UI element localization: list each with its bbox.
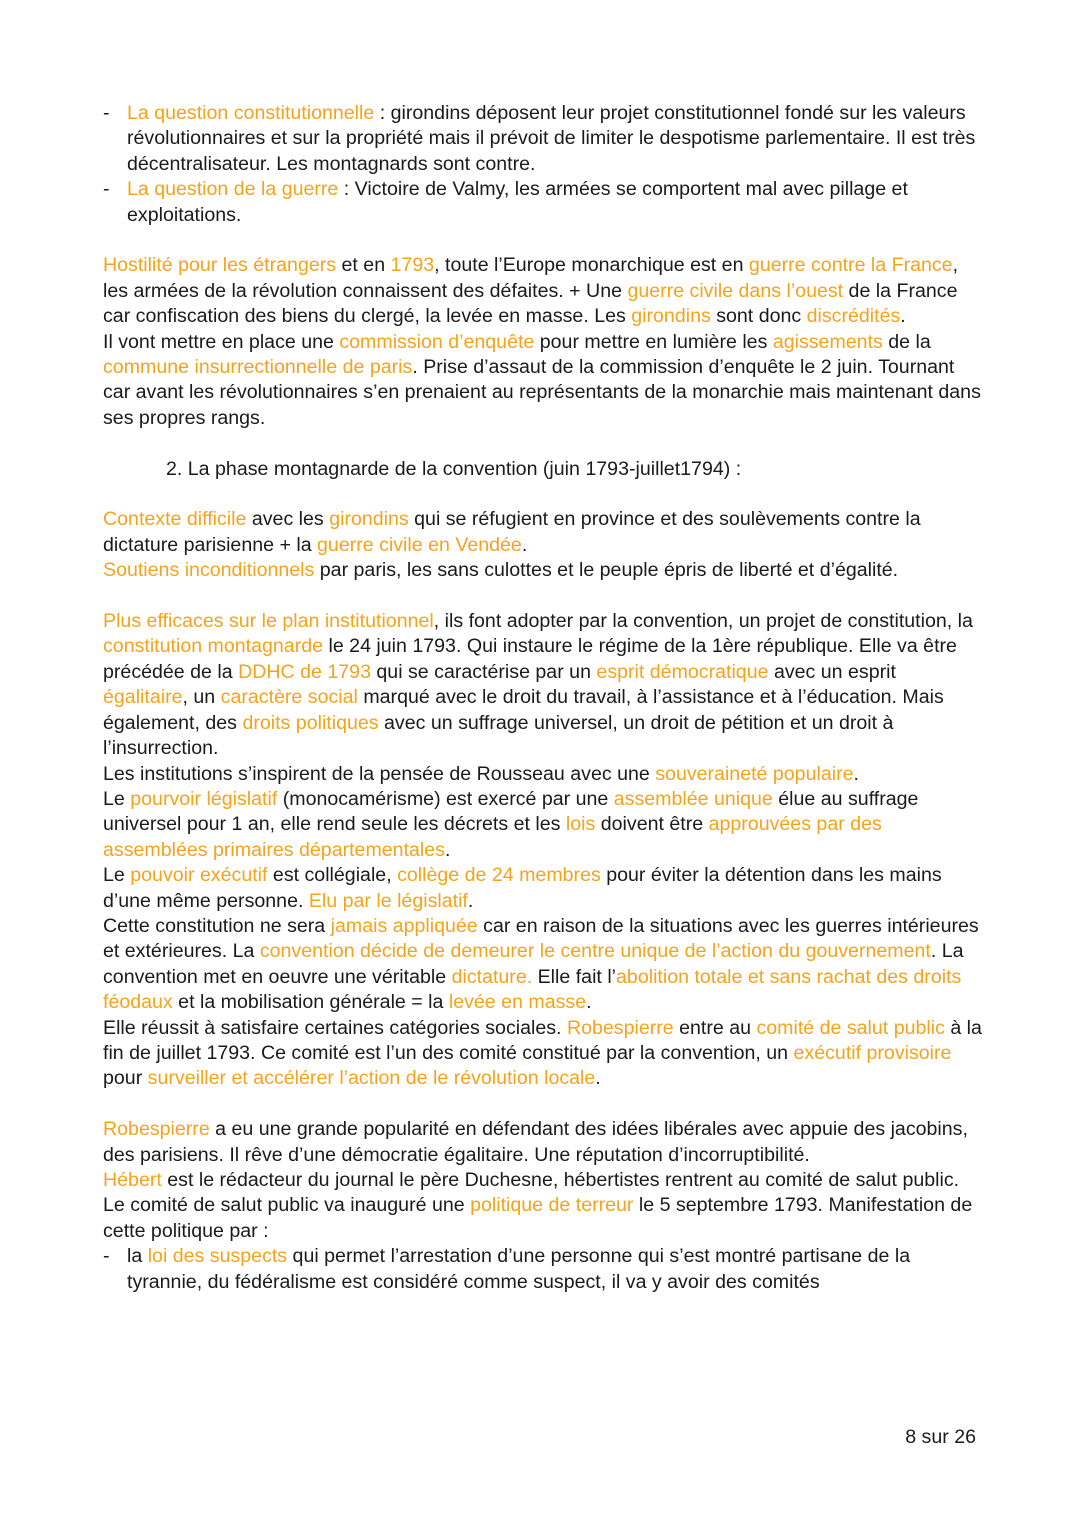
text-run: sont donc — [710, 305, 807, 328]
text-run: . — [853, 762, 859, 785]
paragraph-gap — [103, 1092, 983, 1117]
text-run: car en raison de la situations avec les guerres intérieures et extérieures. La — [103, 914, 979, 963]
highlighted-term: La question constitutionnelle — [127, 102, 375, 124]
highlighted-term: Contexte difficile — [103, 508, 247, 531]
text-run: . — [900, 305, 906, 328]
text-run: entre au — [673, 1016, 757, 1039]
text-run: (monocamérisme) est exercé par une — [277, 787, 614, 810]
bullet-marker: - — [103, 178, 110, 201]
text-run: à la fin de juillet 1793. Ce comité est l’un des comité constitué par la convention, un — [103, 1016, 982, 1064]
text-run: : girondins déposent leur projet constitutionnel fondé sur les valeurs révolutionnaires et sur la propriété mais il prévoit de limiter le despotisme parlementaire. Il est très décentralisateur. Les montagnards sont contre. — [127, 102, 976, 175]
text-run: est le rédacteur du journal le père Duchesne, hébertistes rentrent au comité de salut public. Le comité de salut public va inauguré une — [103, 1168, 960, 1217]
highlighted-term: comité de salut public — [756, 1016, 945, 1039]
text-run: : Victoire de Valmy, les armées se comportent mal avec pillage et exploitations. — [127, 178, 908, 226]
text-run: , les armées de la révolution connaissent des défaites. + Une — [103, 254, 959, 302]
text-run: doivent être — [595, 813, 709, 836]
text-run: Les institutions s’inspirent de la pensée de Rousseau avec une — [103, 762, 656, 785]
paragraph — [103, 558, 983, 583]
text-run: . Prise d’assaut de la commission d’enquête le 2 juin. Tournant car avant les révolutionnaires s’en prenaient au représentants de la monarchie mais maintenant dans ses propres rangs. — [103, 356, 981, 429]
highlighted-term: Soutiens inconditionnels — [103, 559, 315, 582]
paragraph — [103, 253, 983, 329]
text-run: Cette constitution ne sera — [103, 914, 331, 937]
highlighted-term: pouvoir exécutif — [130, 864, 268, 887]
text-run: par paris, les sans culottes et le peuple épris de liberté et d’égalité. — [314, 559, 899, 582]
highlighted-term: Hostilité pour les étrangers — [103, 254, 337, 277]
text-run: , ils font adopter par la convention, un projet de constitution, la — [433, 610, 973, 633]
text-run: Il vont mettre en place une — [103, 330, 340, 353]
text-run: et en — [336, 254, 391, 277]
paragraph-gap — [103, 431, 983, 456]
text-run: . — [586, 991, 592, 1014]
bullet-item — [103, 177, 983, 228]
highlighted-term: surveiller et accélérer l’action de le révolution locale — [147, 1067, 596, 1090]
paragraph — [103, 1117, 983, 1168]
text-run: le 24 juin 1793. Qui instaure le régime de la 1ère république. Elle va être précédée de la — [103, 635, 957, 683]
highlighted-term: loi des suspects — [147, 1245, 288, 1268]
highlighted-term: guerre civile en Vendée — [317, 533, 522, 556]
highlighted-term: agissements — [772, 330, 883, 353]
text-run: marqué avec le droit du travail, à l’assistance et à l’éducation. Mais également, des — [103, 686, 944, 734]
text-run: qui se réfugient en province et des soulèvements contre la dictature parisienne + la — [103, 508, 921, 556]
text-run: de la France car confiscation des biens du clergé, la levée en masse. Les — [103, 279, 958, 328]
highlighted-term: collège de 24 membres — [397, 864, 601, 887]
highlighted-term: droits politiques — [242, 711, 379, 734]
highlighted-term: girondins — [631, 305, 711, 328]
paragraph — [103, 609, 983, 761]
page-number: 8 sur 26 — [905, 1426, 976, 1448]
text-run: , un — [182, 686, 221, 709]
highlighted-term: approuvées par des assemblées primaires départementales — [103, 813, 882, 861]
text-run: élue au suffrage universel pour 1 an, elle rend seule les décrets et les — [103, 787, 919, 836]
text-run: qui permet l’arrestation d’une personne qui s’est montré partisane de la tyrannie, du fédéralisme est considéré comme suspect, il va y avoir des comités — [127, 1245, 911, 1293]
text-run: . La convention met en oeuvre une véritable — [103, 940, 964, 988]
highlighted-term: dictature. — [451, 965, 533, 988]
text-run: pour — [103, 1067, 148, 1090]
text-run: Le — [103, 864, 131, 887]
highlighted-term: constitution montagnarde — [103, 635, 324, 658]
highlighted-term: Plus efficaces sur le plan institutionnel — [103, 610, 434, 633]
highlighted-term: girondins — [329, 508, 409, 531]
paragraph — [103, 762, 983, 787]
highlighted-term: caractère social — [220, 686, 358, 709]
highlighted-term: Robespierre — [566, 1016, 674, 1039]
paragraph-gap — [103, 482, 983, 507]
text-run: de la — [882, 330, 931, 353]
paragraph — [103, 507, 983, 558]
text-run: 2. La phase montagnarde de la convention (juin 1793-juillet1794) : — [166, 457, 742, 480]
text-run: . — [444, 838, 451, 861]
highlighted-term: guerre contre la France — [748, 254, 953, 277]
bullet-marker: - — [103, 102, 110, 124]
highlighted-term: politique de terreur — [470, 1194, 634, 1217]
text-run: Elle fait l’ — [532, 965, 617, 988]
paragraph-gap — [103, 584, 983, 609]
highlighted-term: commune insurrectionnelle de paris — [103, 356, 413, 379]
section-title — [103, 457, 983, 482]
text-run: le 5 septembre 1793. Manifestation de cette politique par : — [103, 1194, 973, 1242]
highlighted-term: assemblée unique — [613, 787, 773, 810]
highlighted-term: lois — [565, 813, 596, 836]
highlighted-term: jamais appliquée — [330, 914, 478, 937]
paragraph — [103, 914, 983, 1016]
bullet-marker: - — [103, 1245, 110, 1268]
paragraph-gap — [103, 228, 983, 253]
text-run: qui se caractérise par un — [370, 660, 597, 683]
text-run: avec un esprit — [768, 660, 896, 683]
highlighted-term: esprit démocratique — [596, 660, 769, 683]
text-run: et la mobilisation générale = la — [172, 991, 449, 1014]
text-run: a eu une grande popularité en défendant des idées libérales avec appuie des jacobins, des parisiens. Il rêve d’une démocratie égalitaire. Une réputation d’incorruptibilité. — [103, 1118, 968, 1166]
text-run: , toute l’Europe monarchique est en — [434, 254, 749, 277]
text-run: avec un suffrage universel, un droit de pétition et un droit à l’insurrection. — [103, 711, 894, 760]
paragraph — [103, 1016, 983, 1092]
highlighted-term: exécutif provisoire — [793, 1041, 952, 1064]
document-body — [103, 101, 983, 1295]
highlighted-term: Elu par le législatif — [308, 889, 468, 912]
paragraph — [103, 1168, 983, 1244]
text-run: avec les — [246, 508, 330, 531]
text-run: . — [467, 889, 474, 912]
text-run: la — [127, 1245, 148, 1268]
text-run: . — [595, 1067, 601, 1090]
highlighted-term: DDHC de 1793 — [238, 660, 371, 683]
highlighted-term: Robespierre — [103, 1118, 210, 1141]
highlighted-term: abolition totale et sans rachat des droits féodaux — [103, 965, 962, 1014]
highlighted-term: guerre civile dans l’ouest — [627, 279, 844, 302]
text-run: pour éviter la détention dans les mains d’une même personne. — [103, 864, 942, 912]
bullet-item — [103, 101, 983, 177]
highlighted-term: convention décide de demeurer le centre unique de l’action du gouvernement — [259, 940, 931, 963]
highlighted-term: 1793 — [390, 254, 435, 277]
text-run: . — [521, 533, 528, 556]
bullet-item — [103, 1244, 983, 1295]
paragraph — [103, 787, 983, 863]
paragraph — [103, 863, 983, 914]
paragraph — [103, 330, 983, 432]
highlighted-term: La question de la guerre — [127, 178, 339, 201]
text-run: Le — [103, 787, 131, 810]
highlighted-term: Hébert — [103, 1168, 162, 1191]
highlighted-term: commission d’enquête — [339, 330, 535, 353]
highlighted-term: souveraineté populaire — [655, 762, 854, 785]
highlighted-term: levée en masse — [448, 991, 587, 1014]
text-run: pour mettre en lumière les — [534, 330, 773, 353]
highlighted-term: pourvoir législatif — [130, 787, 278, 810]
text-run: Elle réussit à satisfaire certaines catégories sociales. — [103, 1016, 567, 1039]
text-run: est collégiale, — [267, 864, 398, 887]
highlighted-term: égalitaire — [103, 686, 183, 709]
highlighted-term: discrédités — [806, 305, 901, 328]
